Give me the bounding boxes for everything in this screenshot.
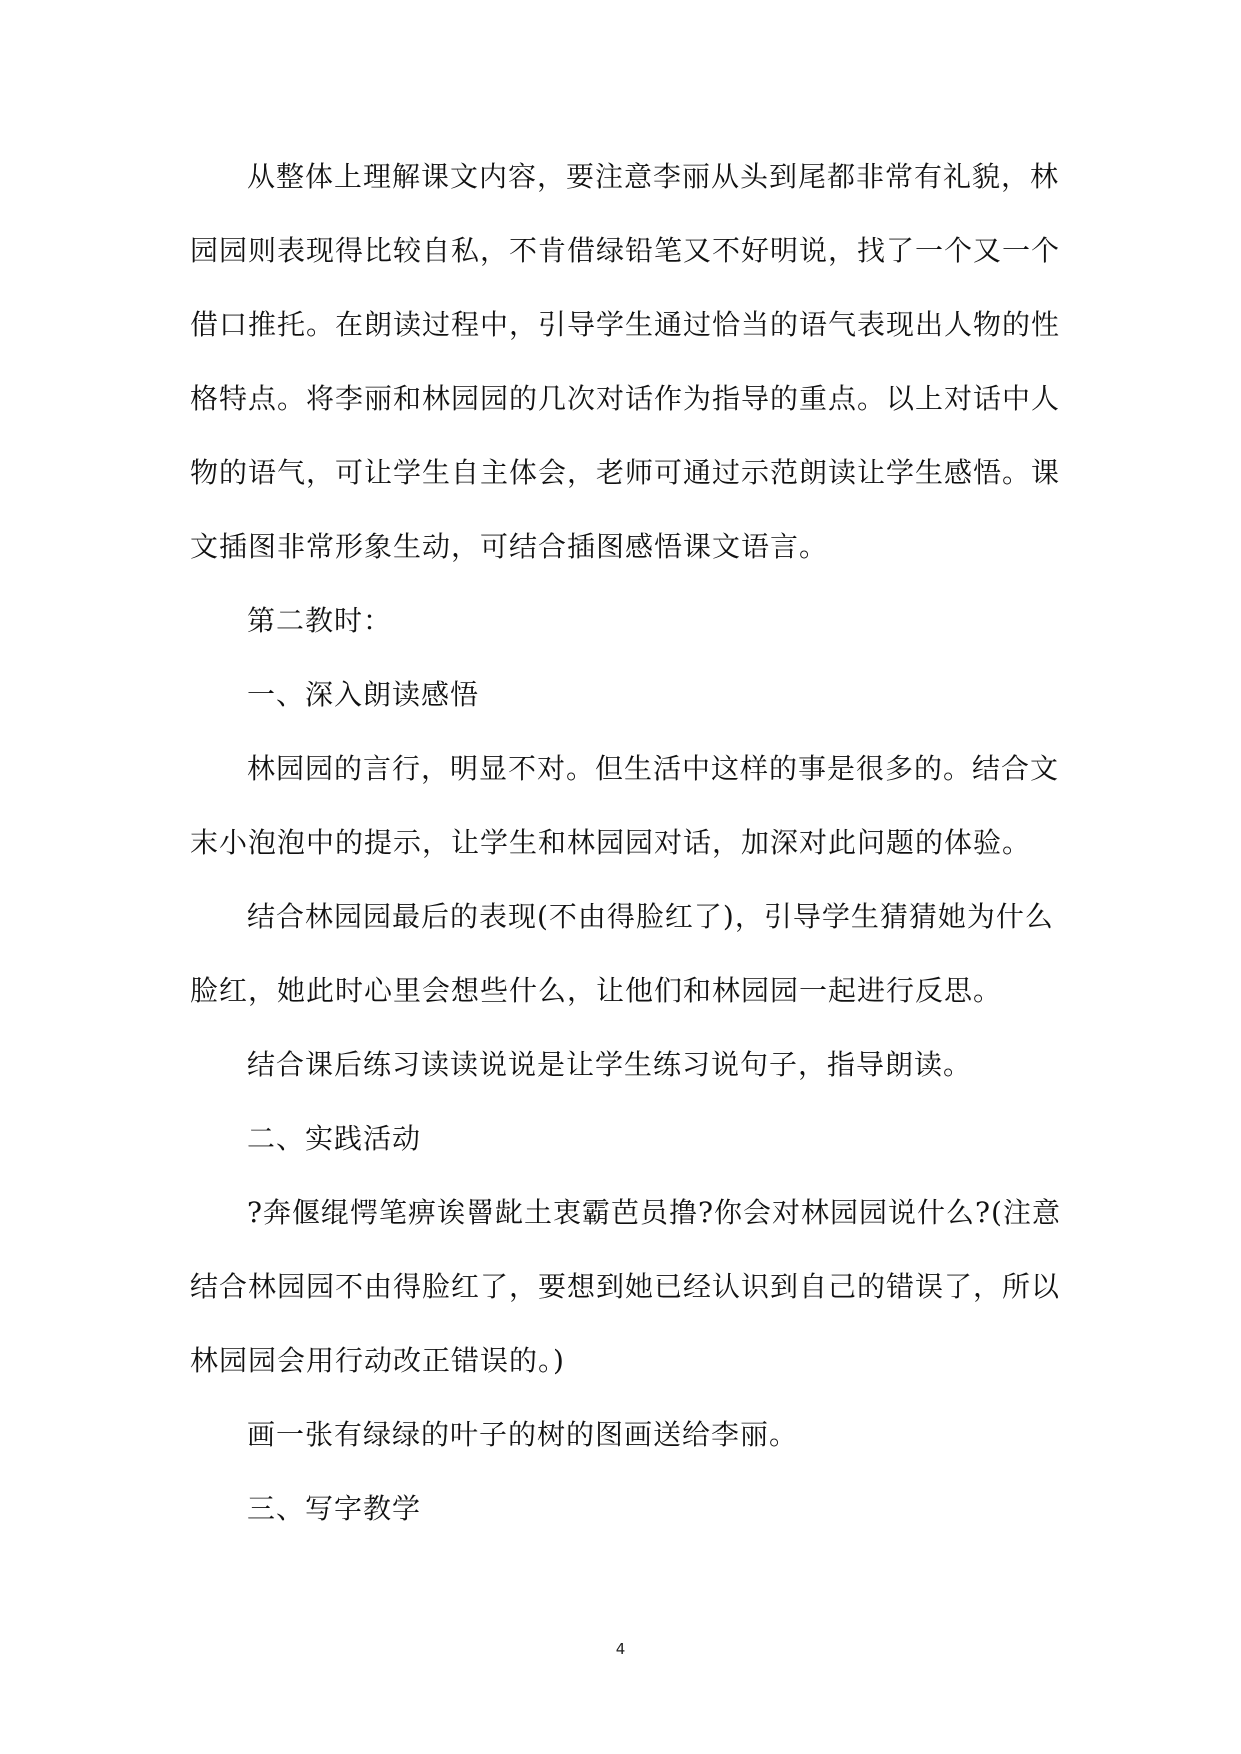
text-line: 格特点。将李丽和林园园的几次对话作为指导的重点。以上对话中人 <box>190 382 1061 415</box>
text-line: 从整体上理解课文内容，要注意李丽从头到尾都非常有礼貌，林 <box>247 160 1060 193</box>
text-line: 物的语气，可让学生自主体会，老师可通过示范朗读让学生感悟。课 <box>190 456 1061 489</box>
document-body <box>190 140 1060 1546</box>
text-line: 脸红，她此时心里会想些什么，让他们和林园园一起进行反思。 <box>190 974 1003 1007</box>
section-heading: 三、写字教学 <box>247 1492 422 1525</box>
text-line: 结合林园园最后的表现(不由得脸红了)，引导学生猜猜她为什么 <box>247 900 1054 933</box>
section-heading: 一、深入朗读感悟 <box>247 678 480 711</box>
text-line: 结合林园园不由得脸红了，要想到她已经认识到自己的错误了，所以 <box>190 1270 1061 1303</box>
section-heading: 二、实践活动 <box>247 1122 422 1155</box>
page-number: 4 <box>615 1640 626 1658</box>
text-line: ?奔偃绲愕笔痹诶罾龀土衷霸芭员撸?你会对林园园说什么?(注意 <box>247 1196 1061 1229</box>
text-line: 文插图非常形象生动，可结合插图感悟课文语言。 <box>190 530 829 563</box>
text-line: 末小泡泡中的提示，让学生和林园园对话，加深对此问题的体验。 <box>190 826 1032 859</box>
text-line: 借口推托。在朗读过程中，引导学生通过恰当的语气表现出人物的性 <box>190 308 1061 341</box>
section-heading: 第二教时： <box>247 604 393 637</box>
text-line: 画一张有绿绿的叶子的树的图画送给李丽。 <box>247 1418 799 1451</box>
text-line: 园园则表现得比较自私，不肯借绿铅笔又不好明说，找了一个又一个 <box>190 234 1061 267</box>
text-line: 林园园会用行动改正错误的。) <box>190 1344 565 1377</box>
text-line: 林园园的言行，明显不对。但生活中这样的事是很多的。结合文 <box>247 752 1060 785</box>
text-line: 结合课后练习读读说说是让学生练习说句子，指导朗读。 <box>247 1048 973 1081</box>
